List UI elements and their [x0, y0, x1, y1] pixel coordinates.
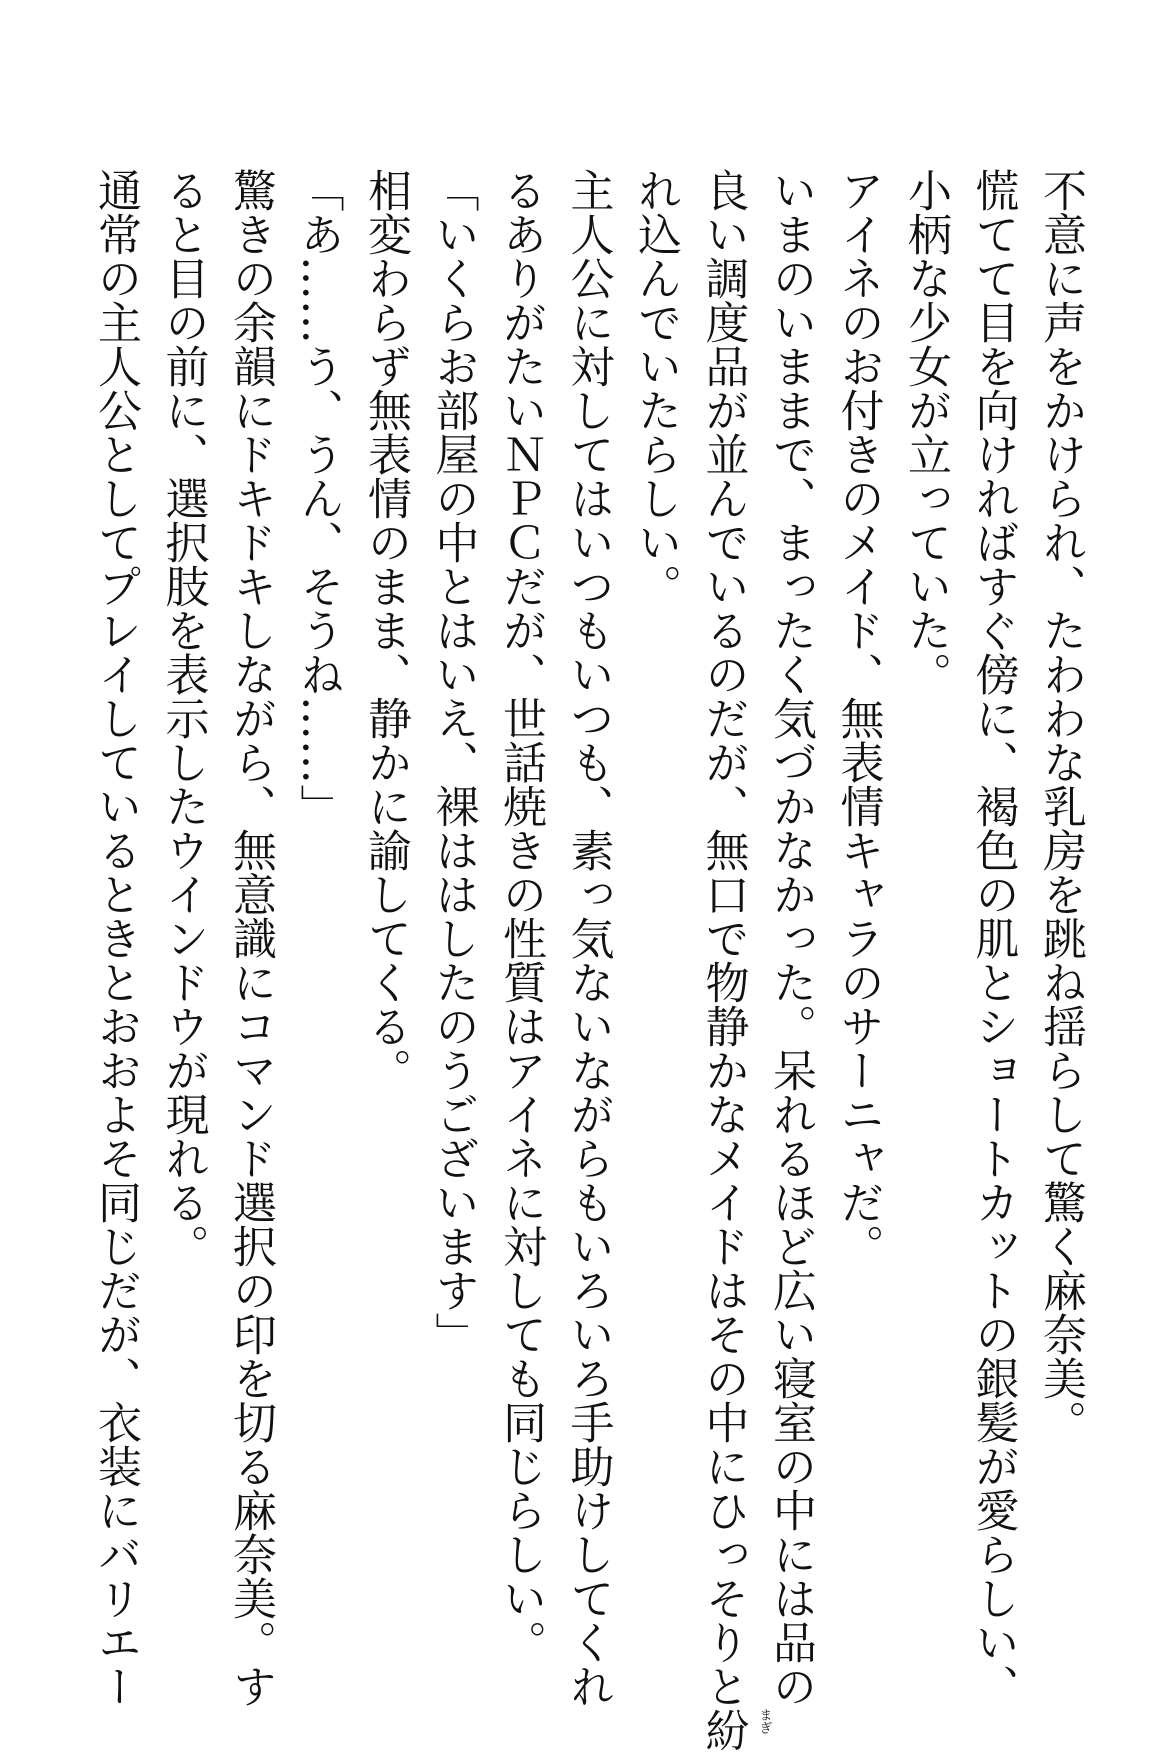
text-line-15: 通常の主人公としてプレイしているときとおおよそ同じだが、衣装にバリエー — [90, 168, 141, 1708]
text-line-7: れ込んでいたらしい。 — [630, 168, 681, 608]
text-line-3: 小柄な少女が立っていた。 — [900, 168, 951, 696]
text-line-8: 主人公に対してはいつもいつも、素っ気ないながらもいろいろ手助けしてくれ — [562, 168, 614, 1708]
ruby-annotation — [689, 1708, 772, 1752]
text-line-5: いまのいままで、まったく気づかなかった。呆れるほど広い寝室の中には品の — [765, 168, 816, 1708]
text-line-2: 慌てて目を向ければすぐ傍に、褐色の肌とショートカットの銀髪が愛らしい、 — [967, 168, 1019, 1708]
ruby-base: 紛 — [697, 1708, 749, 1752]
text-line-14: ると目の前に、選択肢を表示したウインドウが現れる。 — [157, 168, 209, 1268]
text-line-6-body: 良い調度品が並んでいるのだが、無口で物静かなメイドはその中にひっそりと — [697, 168, 749, 1708]
text-line-13: 驚きの余韻にドキドキしながら、無意識にコマンド選択の印を切る麻奈美。す — [225, 168, 276, 1708]
text-line-11: 相変わらず無表情のまま、静かに諭してくる。 — [360, 168, 411, 1092]
text-line-4: アイネのお付きのメイド、無表情キャラのサーニャだ。 — [832, 168, 884, 1268]
ruby-reading: まぎ — [756, 1708, 772, 1734]
text-line-12: 「あ……う、うん、そうね……」 — [292, 168, 344, 828]
text-line-1: 不意に声をかけられ、たわわな乳房を跳ね揺らして驚く麻奈美。 — [1035, 168, 1086, 1444]
vertical-text-block — [82, 168, 1095, 1752]
text-line-10: 「いくらお部屋の中とはいえ、裸ははしたのうございます」 — [427, 168, 479, 1356]
text-line-9: るありがたいＮＰＣだが、世話焼きの性質はアイネに対しても同じらしい。 — [495, 168, 546, 1664]
text-line-6 — [689, 168, 772, 1752]
